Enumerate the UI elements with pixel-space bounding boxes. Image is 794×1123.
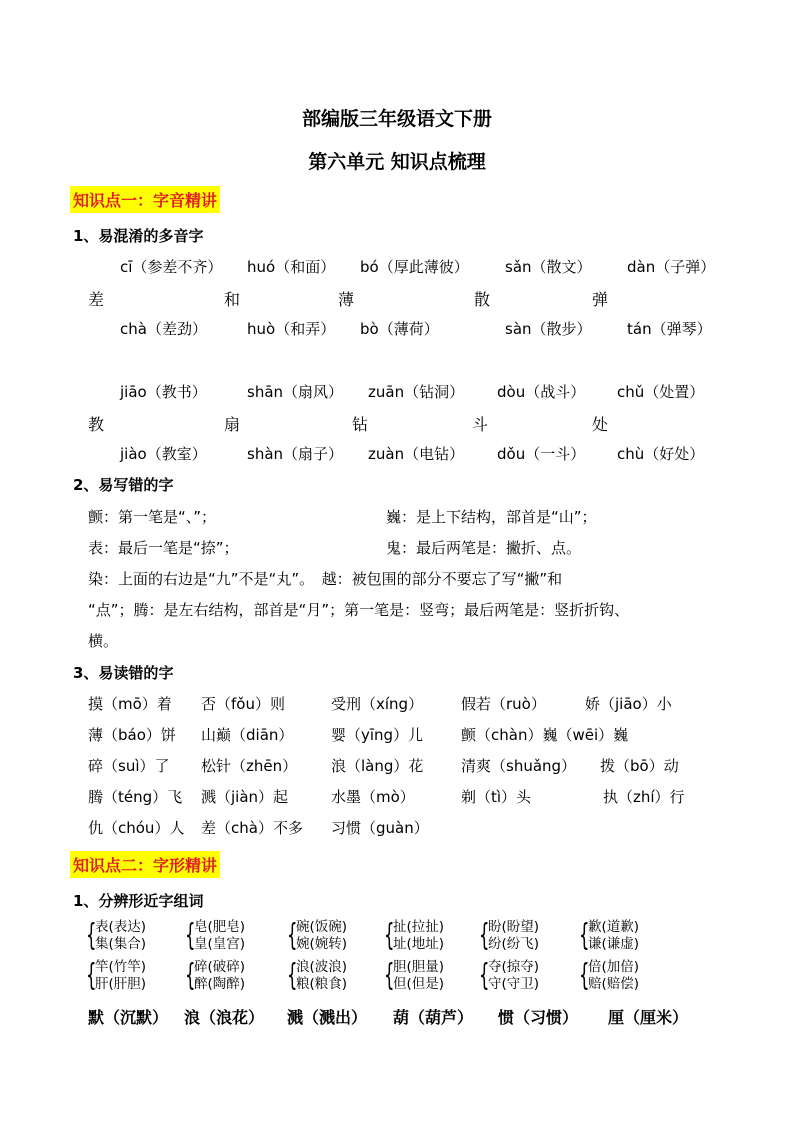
pair-word: 谦(谦虚) [588, 936, 640, 952]
pair-word: 歉(道歉) [588, 919, 640, 935]
reading-item: 仇（chóu）人 [88, 819, 185, 837]
poly-char: 处 [592, 415, 609, 434]
brace-icon: { [479, 918, 490, 953]
reading-item: 浪（làng）花 [331, 757, 424, 775]
reading-item: 水墨（mò） [331, 788, 415, 806]
pair-word: 夺(掠夺) [488, 959, 540, 975]
word-item: 惯（习惯） [498, 1008, 579, 1027]
reading-item: 松针（zhēn） [201, 757, 298, 775]
poly-char: 扇 [224, 415, 241, 434]
poly-reading-top: huó（和面） [247, 258, 336, 276]
brace-icon: { [86, 958, 97, 993]
brace-icon: { [384, 958, 395, 993]
pair-word: 纷(纷飞) [488, 936, 540, 952]
note-line: 鬼：最后两笔是：撇折、点。 [386, 539, 582, 557]
poly-char: 弹 [592, 290, 609, 309]
poly-char: 和 [224, 290, 241, 309]
word-item: 默（沉默） [88, 1008, 169, 1027]
reading-item: 否（fǒu）则 [201, 695, 285, 713]
brace-icon: { [479, 958, 490, 993]
reading-item: 碎（suì）了 [88, 757, 170, 775]
poly-char: 散 [474, 290, 491, 309]
note-line: 颤：第一笔是“、”； [88, 508, 217, 526]
pair-word: 表(表达) [95, 919, 147, 935]
poly-char: 薄 [338, 290, 355, 309]
pair-word: 婉(婉转) [296, 936, 348, 952]
poly-reading-bottom: shàn（扇子） [247, 445, 344, 463]
pair-word: 扯(拉扯) [393, 919, 445, 935]
page-title: 部编版三年级语文下册 [301, 108, 492, 130]
reading-item: 假若（ruò） [461, 695, 546, 713]
word-item: 浪（浪花） [184, 1008, 265, 1027]
pair-word: 盼(盼望) [488, 919, 540, 935]
pair-word: 址(地址) [393, 936, 445, 952]
reading-item: 执（zhí）行 [603, 788, 685, 806]
poly-char: 斗 [472, 415, 489, 434]
brace-icon: { [185, 958, 196, 993]
page-subtitle: 第六单元 知识点梳理 [308, 151, 486, 173]
brace-icon: { [185, 918, 196, 953]
reading-item: 剃（tì）头 [461, 788, 532, 806]
poly-char: 教 [88, 415, 105, 434]
poly-reading-bottom: tán（弹琴） [627, 320, 712, 338]
pair-word: 守(守卫) [488, 976, 540, 992]
poly-reading-bottom: jiào（教室） [120, 445, 207, 463]
pair-word: 倍(加倍) [588, 959, 640, 975]
poly-reading-bottom: sàn（散步） [505, 320, 592, 338]
section-label-kp2: 知识点二：字形精讲 [70, 851, 220, 878]
brace-icon: { [384, 918, 395, 953]
reading-item: 腾（téng）飞 [88, 788, 183, 806]
poly-reading-top: dòu（战斗） [497, 383, 586, 401]
pair-word: 粮(粮食) [296, 976, 348, 992]
reading-item: 习惯（guàn） [331, 819, 429, 837]
poly-reading-top: sǎn（散文） [505, 258, 592, 276]
poly-reading-bottom: chà（差劲） [120, 320, 207, 338]
reading-item: 受刑（xíng） [331, 695, 424, 713]
note-line: 横。 [88, 632, 119, 650]
subsection-title-miswritten: 2、易写错的字 [73, 476, 174, 494]
reading-item: 差（chà）不多 [201, 819, 303, 837]
pair-word: 醉(陶醉) [194, 976, 246, 992]
pair-word: 胆(胆量) [393, 959, 445, 975]
pair-word: 皂(肥皂) [194, 919, 246, 935]
note-line: 巍：是上下结构，部首是“山”； [386, 508, 597, 526]
brace-icon: { [579, 958, 590, 993]
brace-icon: { [287, 958, 298, 993]
poly-reading-top: jiāo（教书） [120, 383, 207, 401]
reading-item: 拨（bō）动 [600, 757, 679, 775]
brace-icon: { [86, 918, 97, 953]
note-line: “点”；腾：是左右结构，部首是“月”；第一笔是：竖弯；最后两笔是：竖折折钩、 [88, 601, 630, 619]
poly-char: 钻 [352, 415, 369, 434]
note-line: 表：最后一笔是“捺”； [88, 539, 239, 557]
poly-reading-top: zuān（钻洞） [368, 383, 465, 401]
brace-icon: { [287, 918, 298, 953]
poly-reading-bottom: bò（薄荷） [360, 320, 439, 338]
poly-reading-top: dàn（子弹） [627, 258, 716, 276]
pair-word: 碎(破碎) [194, 959, 246, 975]
reading-item: 薄（báo）饼 [88, 726, 176, 744]
poly-reading-bottom: chù（好处） [617, 445, 705, 463]
poly-char: 差 [88, 290, 105, 309]
poly-reading-top: shān（扇风） [247, 383, 344, 401]
pair-word: 集(集合) [95, 936, 147, 952]
poly-reading-top: chǔ（处置） [617, 383, 705, 401]
brace-icon: { [579, 918, 590, 953]
reading-item: 溅（jiàn）起 [201, 788, 289, 806]
pair-word: 浪(波浪) [296, 959, 348, 975]
pair-word: 肝(肝胆) [95, 976, 147, 992]
note-line: 染：上面的右边是“九”不是“丸”。 越：被包围的部分不要忘了写“撇”和 [88, 570, 563, 588]
word-item: 溅（溅出） [287, 1008, 368, 1027]
poly-reading-top: bó（厚此薄彼） [360, 258, 469, 276]
poly-reading-top: cī（参差不齐） [120, 258, 223, 276]
subsection-title-polyphones: 1、易混淆的多音字 [73, 227, 204, 245]
reading-item: 婴（yīng）儿 [331, 726, 424, 744]
pair-word: 赔(赔偿) [588, 976, 640, 992]
poly-reading-bottom: huò（和弄） [247, 320, 336, 338]
word-item: 葫（葫芦） [393, 1008, 474, 1027]
reading-item: 清爽（shuǎng） [461, 757, 577, 775]
poly-reading-bottom: dǒu（一斗） [497, 445, 586, 463]
section-label-kp1: 知识点一：字音精讲 [70, 186, 220, 213]
reading-item: 娇（jiāo）小 [585, 695, 672, 713]
subsection-title-similar-chars: 1、分辨形近字组词 [73, 892, 204, 910]
reading-item: 颤（chàn）巍（wēi）巍 [461, 726, 629, 744]
reading-item: 摸（mō）着 [88, 695, 172, 713]
reading-item: 山巅（diān） [201, 726, 294, 744]
pair-word: 竿(竹竿) [95, 959, 147, 975]
subsection-title-misread: 3、易读错的字 [73, 664, 174, 682]
pair-word: 碗(饭碗) [296, 919, 348, 935]
word-item: 厘（厘米） [608, 1008, 689, 1027]
poly-reading-bottom: zuàn（电钻） [368, 445, 465, 463]
pair-word: 皇(皇宫) [194, 936, 246, 952]
pair-word: 但(但是) [393, 976, 445, 992]
